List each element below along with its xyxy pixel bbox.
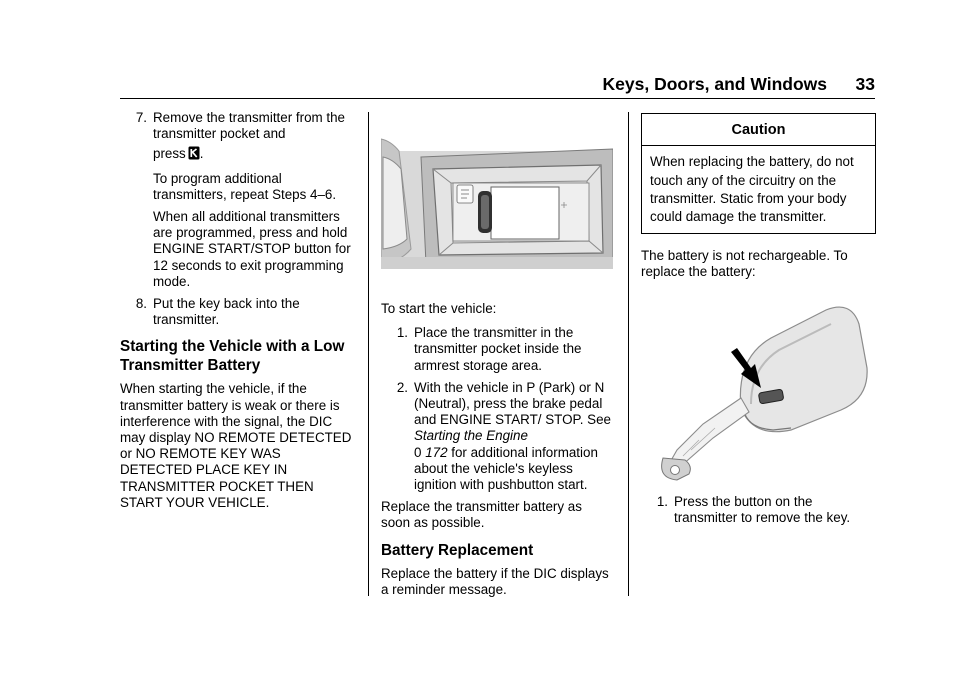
page-header	[120, 72, 875, 99]
column-divider	[628, 112, 629, 596]
step-text: With the vehicle in P (Park) or N (Neutral), press the brake pedal and ENGINE START/ STOP. See Starting the Engine 0 172 for additional information about the vehicle's keyless ignition with pushbutton start.	[414, 379, 611, 493]
unlock-key-icon	[188, 146, 200, 164]
section-title: Keys, Doors, and Windows	[602, 74, 827, 94]
step-note: When all additional transmitters are programmed, press and hold ENGINE START/STOP button for 12 seconds to exit programming mode.	[153, 209, 351, 289]
page-number: 33	[855, 74, 875, 94]
list-item	[641, 494, 876, 526]
list-item	[120, 110, 356, 165]
paragraph: The battery is not rechargeable. To replace the battery:	[641, 247, 848, 280]
caution-box	[641, 113, 876, 234]
paragraph: Replace the battery if the DIC displays a reminder message.	[381, 566, 609, 598]
paragraph: To start the vehicle:	[381, 301, 497, 316]
paragraph: When starting the vehicle, if the transmitter battery is weak or there is interference with the signal, the DIC may display NO REMOTE DETECTED or NO REMOTE KEY WAS DETECTED PLACE KEY IN TRANSMITTER POCKET THEN START YOUR VEHICLE.	[120, 381, 352, 510]
step-number: 2.	[396, 379, 408, 395]
column-left	[120, 110, 356, 519]
list-item	[120, 296, 356, 328]
column-divider	[368, 112, 369, 596]
section-heading: Starting the Vehicle with a Low Transmitter Battery	[120, 338, 345, 374]
column-middle	[381, 110, 613, 607]
column-right	[641, 110, 876, 533]
step-number: 1.	[656, 494, 668, 510]
transmitter-key-illustration	[641, 288, 876, 488]
step-number: 7.	[135, 110, 147, 125]
page-ref-arrow: 0	[414, 444, 422, 460]
cross-reference-title[interactable]: Starting the Engine	[414, 428, 528, 444]
step-text: Put the key back into the transmitter.	[153, 296, 300, 328]
step-text: Remove the transmitter from the transmitter pocket and press .	[153, 110, 356, 165]
paragraph: Replace the transmitter battery as soon as possible.	[381, 499, 582, 531]
cross-reference-page[interactable]: 172	[425, 444, 448, 460]
step-note: To program additional transmitters, repeat Steps 4–6.	[153, 170, 337, 202]
caution-title: Caution	[642, 114, 875, 146]
armrest-pocket-illustration	[381, 129, 613, 269]
section-heading: Battery Replacement	[381, 541, 534, 559]
caution-text: When replacing the battery, do not touch any of the circuitry on the transmitter. Static from your body could damage the transmitter.	[650, 154, 854, 225]
list-item	[381, 380, 613, 493]
step-text: Press the button on the transmitter to remove the key.	[674, 494, 851, 526]
step-text: Place the transmitter in the transmitter pocket inside the armrest storage area.	[414, 325, 582, 373]
step-number: 8.	[135, 296, 147, 312]
list-item	[381, 325, 613, 374]
step-number: 1.	[396, 325, 408, 341]
